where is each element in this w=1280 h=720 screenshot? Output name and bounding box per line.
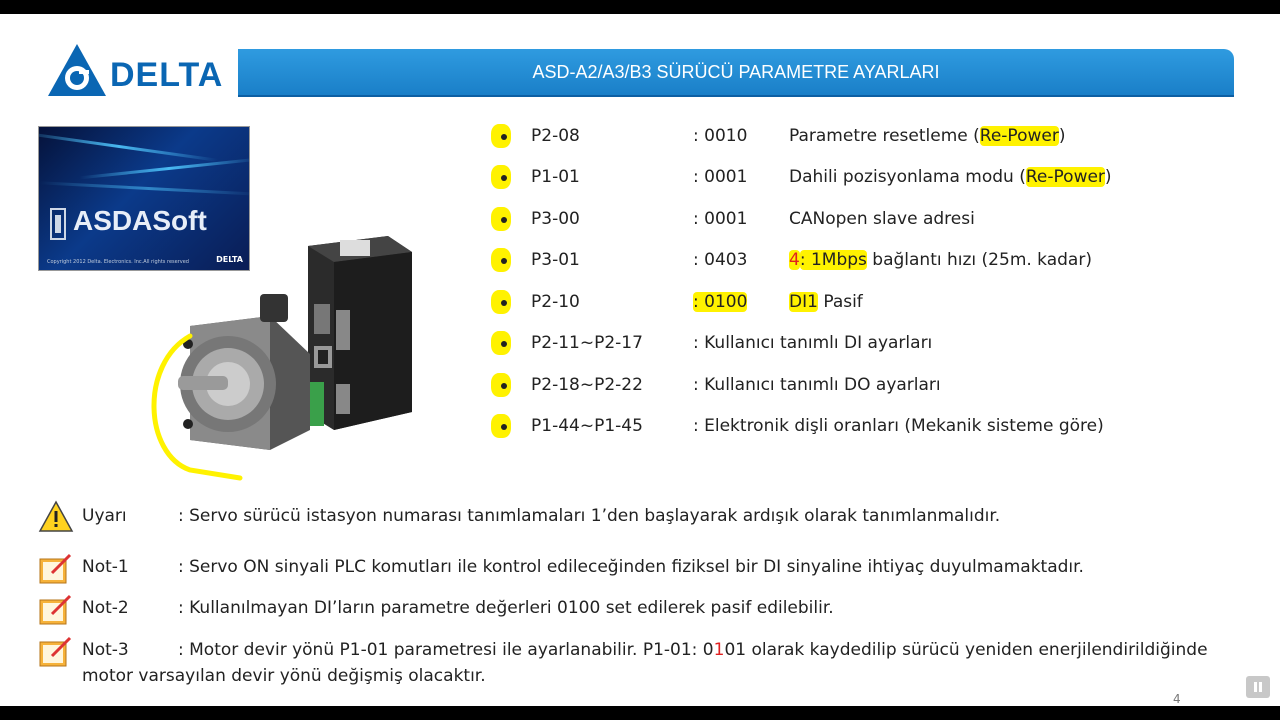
note-text: : Servo sürücü istasyon numarası tanımlamaları 1’den başlayarak ardışık olarak tanımlanmalıdır. [178, 506, 1001, 526]
bullet-icon [495, 251, 513, 271]
note-pad-icon [38, 551, 74, 585]
servo-motor-drive-image [150, 234, 420, 494]
param-code: P1-01 [531, 167, 580, 187]
bullet-icon [495, 168, 513, 188]
bullet-icon [495, 417, 513, 437]
param-code: P3-01 [531, 250, 580, 270]
bullet-icon [495, 334, 513, 354]
note-text: : Motor devir yönü P1-01 parametresi ile ayarlanabilir. P1-01: 0101 olarak kaydedilip sürücü yeniden enerjilendirildiğinde [178, 640, 1208, 660]
param-value: : 0100 [693, 292, 748, 312]
note-label: Not-1 [82, 557, 129, 577]
param-value: : 0001 [693, 167, 748, 187]
param-desc: Parametre resetleme (Re-Power) [789, 126, 1066, 146]
param-desc: 4: 1Mbps bağlantı hızı (25m. kadar) [789, 250, 1092, 270]
note-text: : Kullanılmayan DI’ların parametre değerleri 0100 set edilerek pasif edilebilir. [178, 598, 834, 618]
param-value: : Elektronik dişli oranları (Mekanik sisteme göre) [693, 416, 1104, 436]
title-bar [238, 49, 1234, 97]
software-copyright: Copyright 2012 Delta. Electronics. Inc.All rights reserved [47, 259, 189, 265]
brand-name: DELTA [110, 56, 224, 94]
param-value: : Kullanıcı tanımlı DI ayarları [693, 333, 933, 353]
slide [0, 14, 1280, 706]
page-title: ASD-A2/A3/B3 SÜRÜCÜ PARAMETRE AYARLARI [532, 62, 940, 82]
param-code: P2-18~P2-22 [531, 375, 643, 395]
software-name: ASDASoft [73, 205, 207, 236]
software-brand: DELTA [216, 255, 243, 264]
bullet-icon [495, 293, 513, 313]
param-code: P1-44~P1-45 [531, 416, 643, 436]
note-text: : Servo ON sinyali PLC komutları ile kontrol edileceğinden fiziksel bir DI sinyaline ihtiyaç duyulmamaktadır. [178, 557, 1084, 577]
param-code: P2-08 [531, 126, 580, 146]
note-label: Not-3 [82, 640, 129, 660]
param-desc: DI1 Pasif [789, 292, 863, 312]
warning-icon [38, 500, 74, 534]
bullet-icon [495, 376, 513, 396]
page-number: 4 [1173, 692, 1181, 706]
delta-triangle-icon [46, 42, 108, 98]
pause-button[interactable] [1246, 676, 1270, 698]
param-value: : Kullanıcı tanımlı DO ayarları [693, 375, 941, 395]
note-pad-icon [38, 634, 74, 668]
bullet-icon [495, 210, 513, 230]
delta-logo [46, 42, 224, 98]
param-value: : 0010 [693, 126, 748, 146]
note-label: Not-2 [82, 598, 129, 618]
param-code: P2-10 [531, 292, 580, 312]
note-label: Uyarı [82, 506, 127, 526]
param-desc: CANopen slave adresi [789, 209, 975, 229]
param-code: P3-00 [531, 209, 580, 229]
param-value: : 0001 [693, 209, 748, 229]
param-value: : 0403 [693, 250, 748, 270]
bullet-icon [495, 127, 513, 147]
param-code: P2-11~P2-17 [531, 333, 643, 353]
param-desc: Dahili pozisyonlama modu (Re-Power) [789, 167, 1112, 187]
note-text-line2: motor varsayılan devir yönü değişmiş olacaktır. [82, 666, 486, 686]
note-pad-icon [38, 592, 74, 626]
plug-icon [47, 205, 71, 245]
